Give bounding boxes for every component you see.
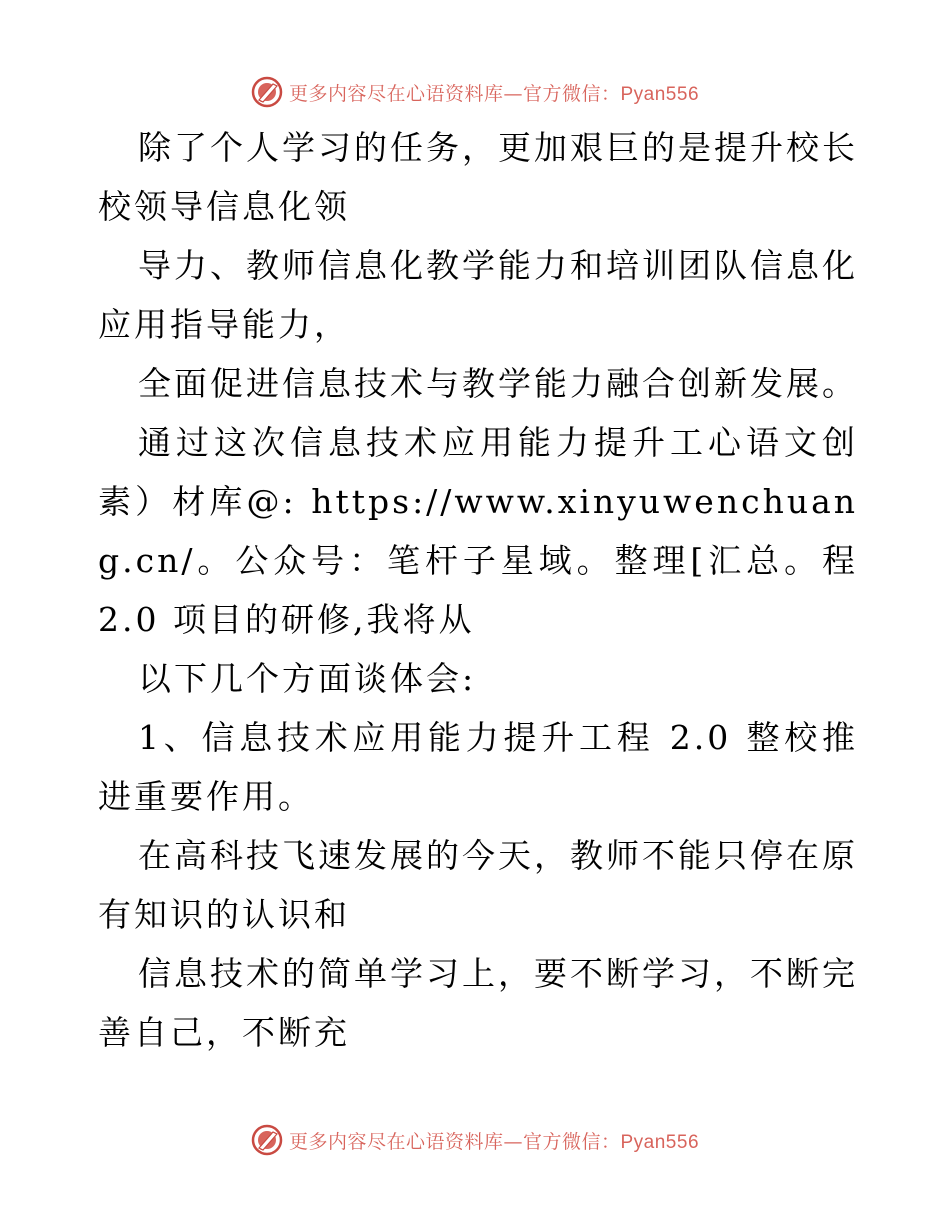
pen-logo-icon [251, 76, 283, 108]
header-watermark [0, 72, 950, 112]
paragraph: 以下几个方面谈体会: [138, 659, 477, 698]
footer-watermark [0, 1120, 950, 1160]
paragraph: 信息技术的简单学习上，要不断学习，不断完善自己，不断充 [98, 954, 858, 1052]
header-brand-text: 更多内容尽在心语资料库—官方微信：Pyan556 [288, 82, 700, 105]
footer-wechat-id: Pyan556 [620, 1131, 700, 1153]
paragraph: 除了个人学习的任务，更加艰巨的是提升校长校领导信息化领 [98, 128, 858, 226]
paragraph: 全面促进信息技术与教学能力融合创新发展。 [138, 364, 858, 403]
document-body [98, 118, 858, 1062]
paragraph: 通过这次信息技术应用能力提升工心语文创素）材库@: https://www.xinyuwenchuang.cn/。公众号：笔杆子星域。整理[汇总。程 2.0 项目的研修,我将从 [98, 423, 858, 639]
paragraph: 1、信息技术应用能力提升工程 2.0 整校推进重要作用。 [98, 718, 858, 816]
header-wechat-id: Pyan556 [620, 83, 700, 105]
pen-logo-icon [251, 1124, 283, 1156]
footer-brand-text: 更多内容尽在心语资料库—官方微信：Pyan556 [288, 1130, 700, 1153]
paragraph: 导力、教师信息化教学能力和培训团队信息化应用指导能力， [98, 246, 858, 344]
paragraph: 在高科技飞速发展的今天，教师不能只停在原有知识的认识和 [98, 836, 858, 934]
